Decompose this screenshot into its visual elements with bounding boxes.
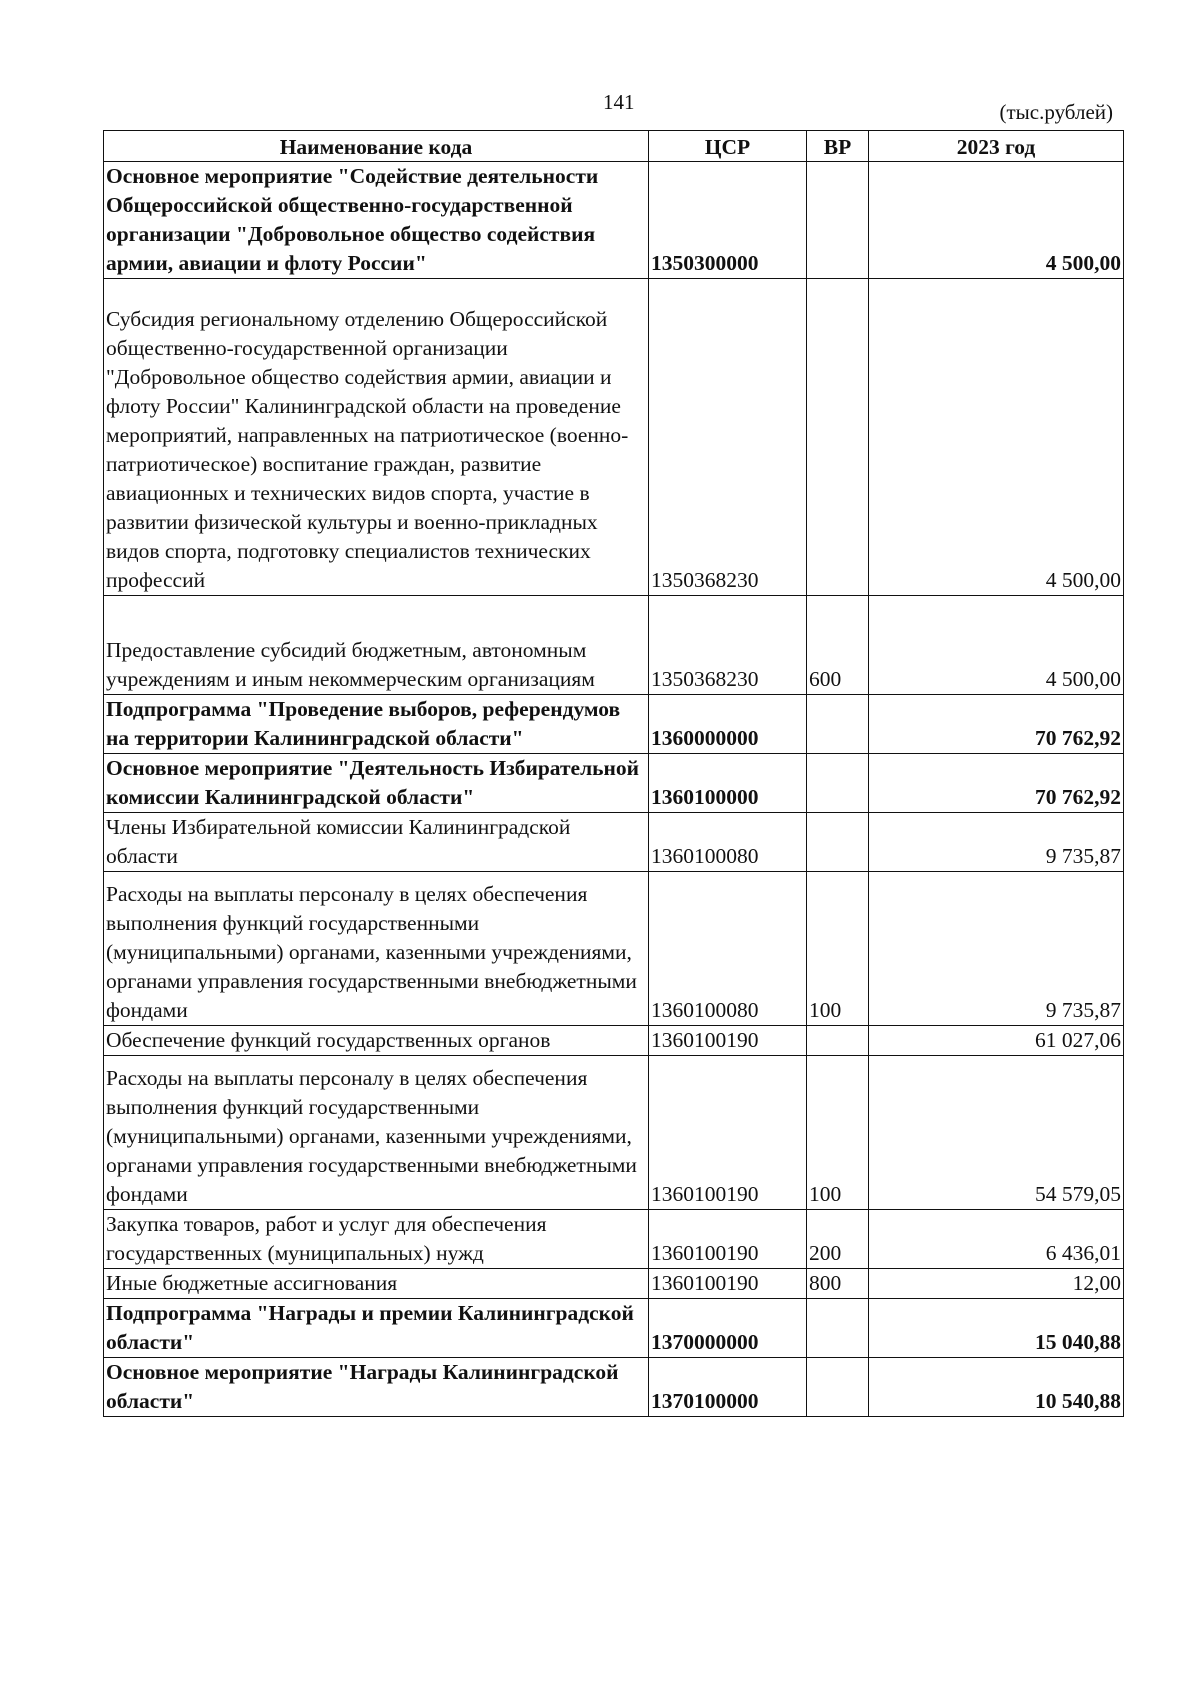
row-sum: 4 500,00 xyxy=(869,162,1124,279)
row-vr xyxy=(807,162,869,279)
row-csr: 1370100000 xyxy=(649,1358,807,1417)
row-csr: 1350300000 xyxy=(649,162,807,279)
budget-table xyxy=(103,130,1124,1417)
row-csr: 1360100190 xyxy=(649,1026,807,1056)
units-label: (тыс.рублей) xyxy=(999,100,1113,124)
page-number: 141 xyxy=(603,90,635,114)
row-vr xyxy=(807,279,869,596)
row-csr: 1360100190 xyxy=(649,1056,807,1210)
row-sum: 12,00 xyxy=(869,1269,1124,1299)
row-name: Основное мероприятие "Награды Калининградской области" xyxy=(104,1358,649,1417)
table-header-row xyxy=(104,131,1124,162)
row-csr: 1360100080 xyxy=(649,813,807,872)
header-vr: ВР xyxy=(807,131,869,162)
table-row xyxy=(104,1056,1124,1210)
row-name: Подпрограмма "Награды и премии Калининградской области" xyxy=(104,1299,649,1358)
row-name: Иные бюджетные ассигнования xyxy=(104,1269,649,1299)
row-vr: 800 xyxy=(807,1269,869,1299)
row-vr xyxy=(807,1358,869,1417)
row-csr: 1360000000 xyxy=(649,695,807,754)
row-name: Обеспечение функций государственных органов xyxy=(104,1026,649,1056)
table-row xyxy=(104,596,1124,695)
table-row xyxy=(104,695,1124,754)
row-vr xyxy=(807,1026,869,1056)
header-name: Наименование кода xyxy=(104,131,649,162)
row-vr: 100 xyxy=(807,1056,869,1210)
row-name: Предоставление субсидий бюджетным, автономным учреждениям и иным некоммерческим организациям xyxy=(104,596,649,695)
row-csr: 1360100190 xyxy=(649,1269,807,1299)
table-row xyxy=(104,162,1124,279)
row-sum: 70 762,92 xyxy=(869,695,1124,754)
row-vr: 200 xyxy=(807,1210,869,1269)
table-row xyxy=(104,279,1124,596)
table-row xyxy=(104,872,1124,1026)
row-sum: 15 040,88 xyxy=(869,1299,1124,1358)
row-vr xyxy=(807,813,869,872)
header-year: 2023 год xyxy=(869,131,1124,162)
row-sum: 4 500,00 xyxy=(869,596,1124,695)
row-name: Подпрограмма "Проведение выборов, референдумов на территории Калининградской области" xyxy=(104,695,649,754)
row-sum: 4 500,00 xyxy=(869,279,1124,596)
row-vr xyxy=(807,754,869,813)
table-row xyxy=(104,1269,1124,1299)
row-vr: 100 xyxy=(807,872,869,1026)
row-csr: 1370000000 xyxy=(649,1299,807,1358)
row-name: Основное мероприятие "Содействие деятельности Общероссийской общественно-государственной организации "Добровольное общество содействия армии, авиации и флоту России" xyxy=(104,162,649,279)
row-sum: 9 735,87 xyxy=(869,872,1124,1026)
row-csr: 1360100000 xyxy=(649,754,807,813)
row-csr: 1350368230 xyxy=(649,596,807,695)
table-row xyxy=(104,1210,1124,1269)
row-sum: 9 735,87 xyxy=(869,813,1124,872)
row-name: Закупка товаров, работ и услуг для обеспечения государственных (муниципальных) нужд xyxy=(104,1210,649,1269)
row-sum: 54 579,05 xyxy=(869,1056,1124,1210)
row-csr: 1360100190 xyxy=(649,1210,807,1269)
row-sum: 70 762,92 xyxy=(869,754,1124,813)
row-name: Расходы на выплаты персоналу в целях обеспечения выполнения функций государственными (муниципальными) органами, казенными учреждениями, органами управления государственными внебюджетными фондами xyxy=(104,1056,649,1210)
row-name: Субсидия региональному отделению Общероссийской общественно-государственной организации "Добровольное общество содействия армии, авиации и флоту России" Калининградской области на проведение мероприятий, направленных на патриотическое (военно-патриотическое) воспитание граждан, развитие авиационных и технических видов спорта, участие в развитии физической культуры и военно-прикладных видов спорта, подготовку специалистов технических профессий xyxy=(104,279,649,596)
row-vr xyxy=(807,1299,869,1358)
header-csr: ЦСР xyxy=(649,131,807,162)
row-name: Расходы на выплаты персоналу в целях обеспечения выполнения функций государственными (муниципальными) органами, казенными учреждениями, органами управления государственными внебюджетными фондами xyxy=(104,872,649,1026)
row-sum: 6 436,01 xyxy=(869,1210,1124,1269)
row-name: Члены Избирательной комиссии Калининградской области xyxy=(104,813,649,872)
table-row xyxy=(104,813,1124,872)
row-csr: 1360100080 xyxy=(649,872,807,1026)
row-sum: 10 540,88 xyxy=(869,1358,1124,1417)
table-row xyxy=(104,1358,1124,1417)
table-row xyxy=(104,754,1124,813)
table-row xyxy=(104,1299,1124,1358)
row-vr xyxy=(807,695,869,754)
table-row xyxy=(104,1026,1124,1056)
row-csr: 1350368230 xyxy=(649,279,807,596)
row-sum: 61 027,06 xyxy=(869,1026,1124,1056)
row-vr: 600 xyxy=(807,596,869,695)
row-name: Основное мероприятие "Деятельность Избирательной комиссии Калининградской области" xyxy=(104,754,649,813)
